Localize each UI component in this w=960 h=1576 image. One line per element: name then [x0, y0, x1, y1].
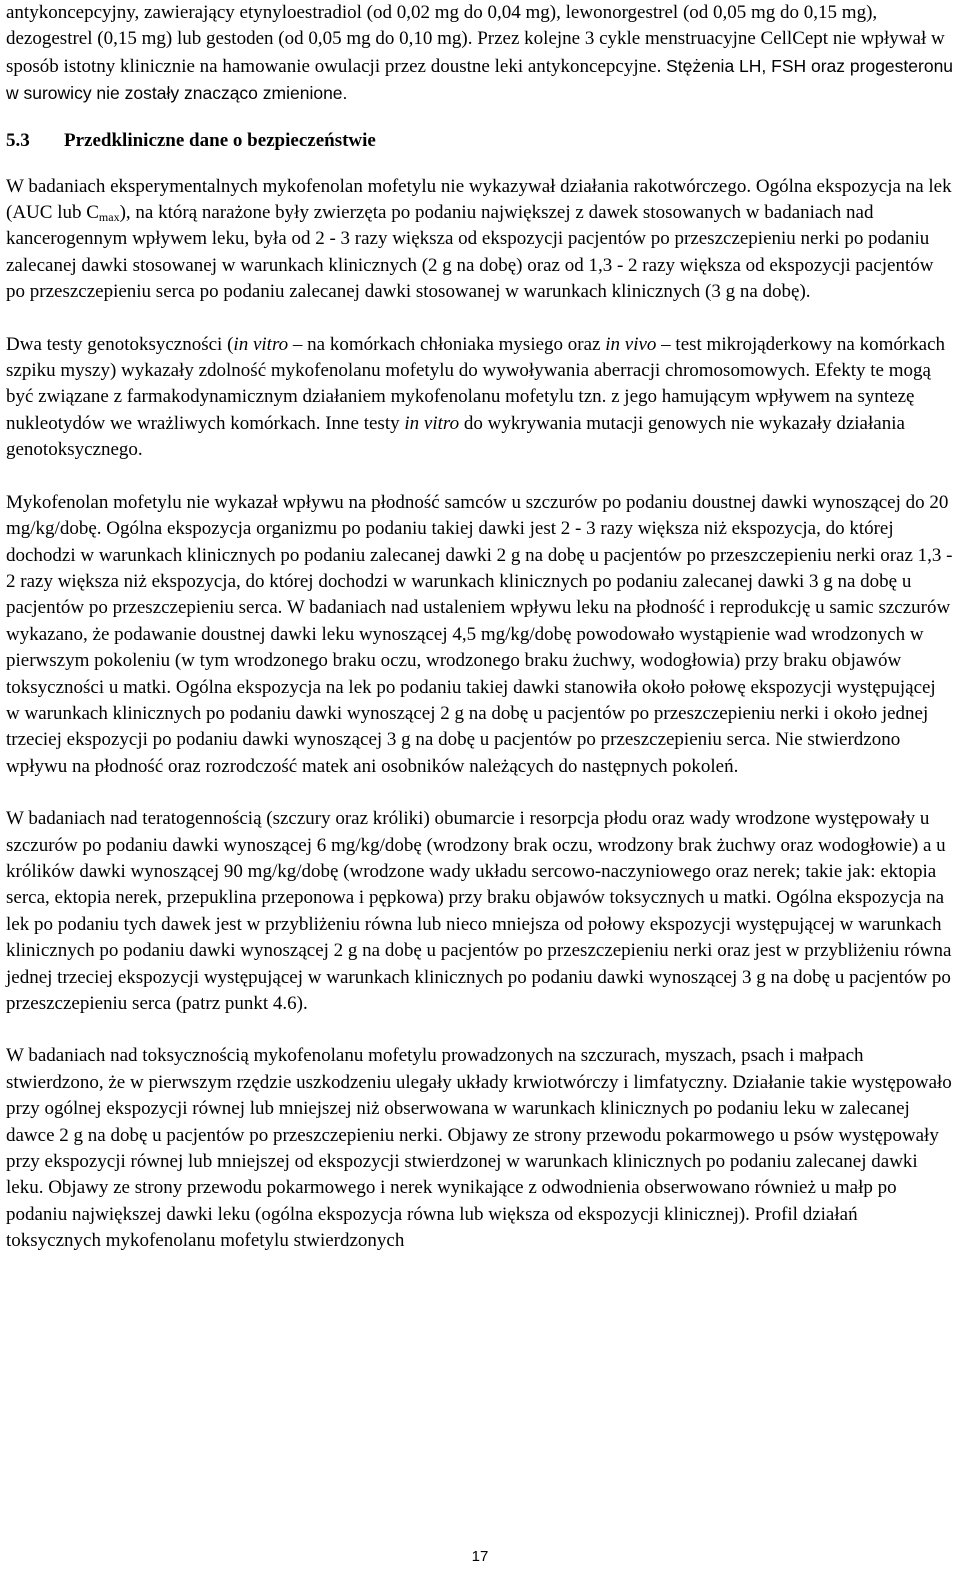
- intro-text-sans: Stężenia LH, FSH oraz progesteronu w surowicy nie zostały znacząco zmienione.: [6, 55, 954, 104]
- intro-paragraph: [6, 0, 954, 108]
- paragraph-carcinogenicity: [6, 174, 954, 306]
- p2-italic-1: in vitro: [233, 333, 289, 355]
- section-title: Przedkliniczne dane o bezpieczeństwie: [64, 129, 376, 151]
- p1-text-a: W badaniach eksperymentalnych mykofenolan mofetylu nie wykazywał działania rakotwórczego. Ogólna ekspozycja na lek (AUC lub C: [6, 175, 952, 224]
- paragraph-fertility: Mykofenolan mofetylu nie wykazał wpływu na płodność samców u szczurów po podaniu doustnej dawki wynoszącej do 20 mg/kg/dobę. Ogólna ekspozycja organizmu po podaniu takiej dawki jest 2 - 3 razy większa niż ekspozycja, do której dochodzi w warunkach klinicznych po podaniu zalecanej dawki 2 g na dobę u pacjentów po przeszczepieniu nerki oraz 1,3 - 2 razy większa niż ekspozycja, do której dochodzi w warunkach klinicznych po podaniu zalecanej dawki 3 g na dobę u pacjentów po przeszczepieniu serca. W badaniach nad ustaleniem wpływu leku na płodność i reprodukcję u samic szczurów wykazano, że podawanie doustnej dawki leku wynoszącej 4,5 mg/kg/dobę powodowało wystąpienie wad wrodzonych w pierwszym pokoleniu (w tym wrodzonego braku oczu, wrodzonego braku żuchwy, wodogłowia) przy braku objawów toksyczności u matki. Ogólna ekspozycja na lek po podaniu takiej dawki stanowiła około połowę ekspozycji występującej w warunkach klinicznych po podaniu dawki wynoszącej 2 g na dobę u pacjentów po przeszczepieniu nerki i około jednej trzeciej ekspozycji po podaniu dawki wynoszącej 3 g na dobę u pacjentów po przeszczepieniu serca. Nie stwierdzono wpływu na płodność oraz rozrodczość matek ani osobników należących do następnych pokoleń.: [6, 491, 953, 777]
- document-page: [6, 0, 954, 1255]
- p1-subscript: max: [98, 210, 120, 225]
- page-number: 17: [471, 1548, 489, 1565]
- p1-text-b: ), na którą narażone były zwierzęta po podaniu największej z dawek stosowanych w badaniach nad kancerogennym wpływem leku, była od 2 - 3 razy większa od ekspozycji pacjentów po przeszczepieniu nerki po podaniu zalecanej dawki stosowanej w warunkach klinicznych (2 g na dobę) oraz od 1,3 - 2 razy większa od ekspozycji pacjentów po przeszczepieniu serca po podaniu zalecanej dawki stosowanej w warunkach klinicznych (3 g na dobę).: [6, 202, 934, 303]
- section-heading: [6, 128, 954, 154]
- paragraph-toxicity: W badaniach nad toksycznością mykofenolanu mofetylu prowadzonych na szczurach, myszach, psach i małpach stwierdzono, że w pierwszym rzędzie uszkodzeniu ulegały układy krwiotwórczy i limfatyczny. Działanie takie występowało przy ogólnej ekspozycji równej lub mniejszej niż obserwowana w warunkach klinicznych po podaniu leku w zalecanej dawce 2 g na dobę u pacjentów po przeszczepieniu nerki. Objawy ze strony przewodu pokarmowego u psów występowały przy ekspozycji równej lub mniejszej od ekspozycji stwierdzonej w warunkach klinicznych po podaniu zalecanej dawki leku. Objawy ze strony przewodu pokarmowego i nerek wynikające z odwodnienia obserwowano również u małp po podaniu największej dawki leku (ogólna ekspozycja równa lub większa od ekspozycji klinicznej). Profil działań toksycznych mykofenolanu mofetylu stwierdzonych: [6, 1045, 952, 1252]
- p2-text-c: – test mikrojąderkowy na komórkach szpiku myszy) wykazały zdolność mykofenolanu mofetylu do wywoływania aberracji chromosomowych. Efekty te mogą być związane z farmakodynamicznym działaniem mykofenolanu mofetylu tzn. z jego hamującym wpływem na syntezę nukleotydów we wrażliwych komórkach. Inne testy: [6, 333, 946, 434]
- p2-text-d: do wykrywania mutacji genowych nie wykazały działania genotoksycznego.: [6, 412, 905, 461]
- p2-italic-3: in vitro: [404, 412, 460, 434]
- p2-italic-2: in vivo: [605, 333, 657, 355]
- section-number: 5.3: [6, 129, 30, 151]
- p2-text-a: Dwa testy genotoksyczności (: [6, 333, 234, 355]
- p2-text-b: – na komórkach chłoniaka mysiego oraz: [288, 333, 606, 355]
- paragraph-genotoxicity: [6, 332, 954, 464]
- paragraph-teratogenicity: W badaniach nad teratogennością (szczury oraz króliki) obumarcie i resorpcja płodu oraz wady wrodzone występowały u szczurów po podaniu dawki wynoszącej 6 mg/kg/dobę (wrodzony brak oczu, wrodzony brak żuchwy oraz wodogłowie) a u królików dawki wynoszącej 90 mg/kg/dobę (wrodzone wady układu sercowo-naczyniowego oraz nerek; takie jak: ektopia serca, ektopia nerek, przepuklina przeponowa i pępkowa) przy braku objawów toksycznych u matki. Ogólna ekspozycja na lek po podaniu tych dawek jest w przybliżeniu równa lub nieco mniejsza od połowy ekspozycji występującej w warunkach klinicznych po podaniu dawki wynoszącej 2 g na dobę u pacjentów po przeszczepieniu nerki oraz jest w przybliżeniu równa jednej trzeciej ekspozycji występującej w warunkach klinicznych po podaniu dawki wynoszącej 3 g na dobę u pacjentów po przeszczepieniu serca (patrz punkt 4.6).: [6, 808, 952, 1014]
- intro-text: antykoncepcyjny, zawierający etynyloestradiol (od 0,02 mg do 0,04 mg), lewonorgestrel (od 0,05 mg do 0,15 mg), dezogestrel (0,15 mg) lub gestoden (od 0,05 mg do 0,10 mg). Przez kolejne 3 cykle menstruacyjne CellCept nie wpływał w sposób istotny klinicznie na hamowanie owulacji przez doustne leki antykoncepcyjne.: [6, 2, 945, 77]
